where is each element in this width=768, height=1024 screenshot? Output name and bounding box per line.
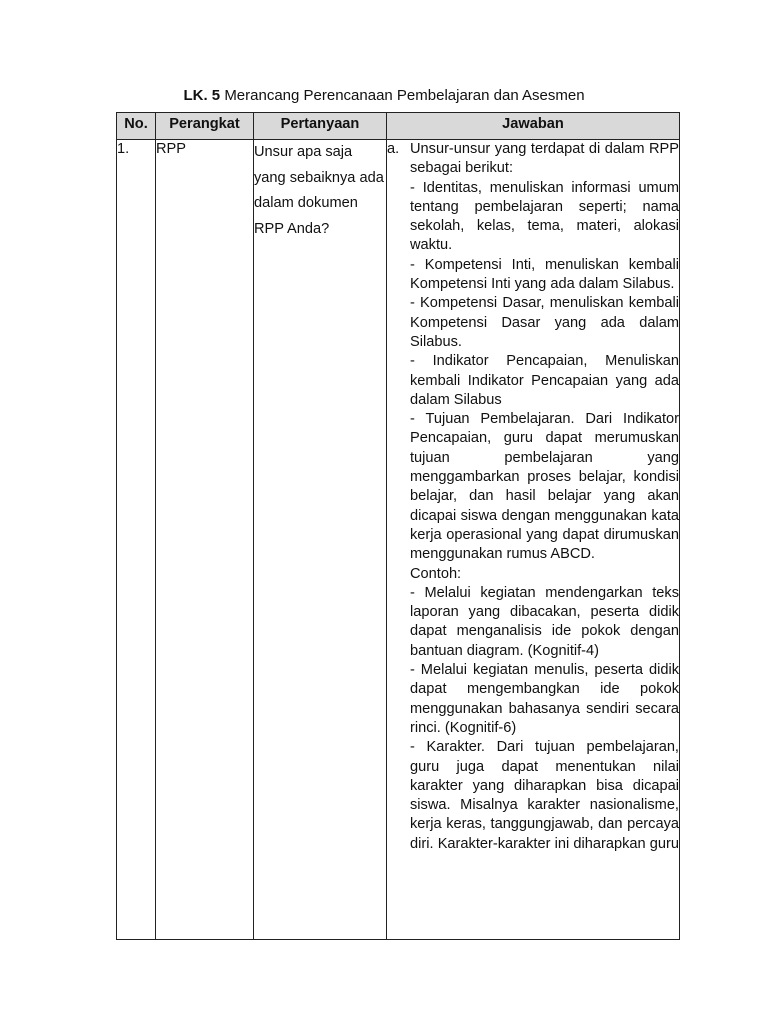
table-row	[117, 140, 680, 940]
table-header-row	[117, 113, 680, 140]
header-pertanyaan: Pertanyaan	[254, 113, 387, 140]
cell-perangkat: RPP	[156, 140, 254, 940]
answer-contoh-label: Contoh:	[410, 565, 462, 582]
header-no: No.	[117, 113, 156, 140]
answer-kompetensi-inti: - Kompetensi Inti, menuliskan kembali Kompetensi Inti yang ada dalam Silabus.	[410, 256, 679, 293]
answer-indikator: - Indikator Pencapaian, Menuliskan kembali Indikator Pencapaian yang ada dalam Silabus	[410, 353, 679, 408]
cell-jawaban	[387, 140, 680, 940]
answer-identitas: - Identitas, menuliskan informasi umum tentang pembelajaran seperti; nama sekolah, kelas, tema, materi, alokasi waktu.	[410, 179, 679, 254]
answer-kompetensi-dasar: - Kompetensi Dasar, menuliskan kembali Kompetensi Dasar yang ada dalam Silabus.	[410, 295, 679, 350]
answer-karakter: - Karakter. Dari tujuan pembelajaran, guru juga dapat menentukan nilai karakter yang diharapkan bisa dicapai siswa. Misalnya karakter nasionalisme, kerja keras, tanggungjawab, dan percaya diri. Karakter-karakter ini diharapkan guru	[410, 739, 679, 852]
answer-intro: Unsur-unsur yang terdapat di dalam RPP sebagai berikut:	[410, 141, 679, 177]
cell-no: 1.	[117, 140, 156, 940]
answer-body	[410, 140, 679, 854]
answer-marker: a.	[387, 141, 400, 157]
cell-pertanyaan: Unsur apa saja yang sebaiknya ada dalam dokumen RPP Anda?	[254, 140, 387, 940]
header-perangkat: Perangkat	[156, 113, 254, 140]
answer-tujuan: - Tujuan Pembelajaran. Dari Indikator Pencapaian, guru dapat merumuskan tujuan pembelajaran yang menggambarkan proses belajar, kondisi belajar, dan hasil belajar yang akan dicapai siswa dengan menggunakan kata kerja operasional yang dapat dirumuskan menggunakan rumus ABCD.	[410, 411, 679, 563]
title-number: LK. 5	[183, 87, 221, 104]
answer-contoh-1: - Melalui kegiatan mendengarkan teks laporan yang dibacakan, peserta didik dapat menganalisis ide pokok dengan bantuan diagram. (Kognitif-4)	[410, 584, 679, 659]
title-text: Merancang Perencanaan Pembelajaran dan Asesmen	[224, 87, 585, 104]
worksheet-table	[116, 112, 680, 940]
header-jawaban: Jawaban	[387, 113, 680, 140]
worksheet-title	[0, 86, 768, 106]
answer-contoh-2: - Melalui kegiatan menulis, peserta didik dapat mengembangkan ide pokok menggunakan bahasanya sendiri secara rinci. (Kognitif-6)	[410, 662, 679, 736]
